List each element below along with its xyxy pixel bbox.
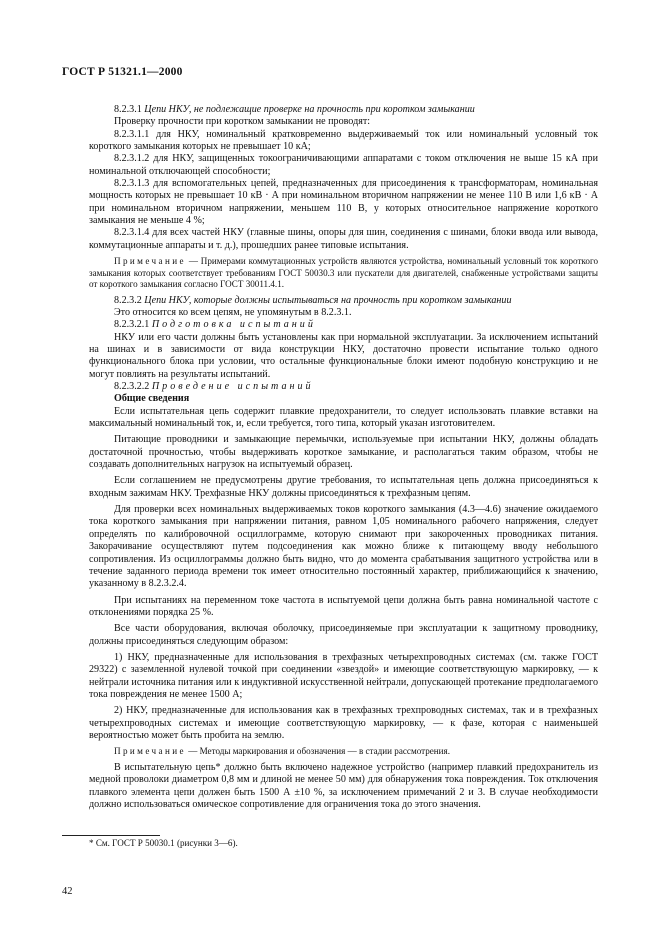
note-text: — Примерами коммутационных устройств являются устройства, номинальный условный ток короткого замыкания которых соответствует требованиям ГОСТ 50030.3 или пускатели для двигателей, снабженные устройствами защиты от короткого замыкания согласно ГОСТ 30011.4.1. (89, 256, 598, 290)
note-lead: Примечание (114, 746, 186, 757)
paragraph: Для проверки всех номинальных выдерживаемых токов короткого замыкания (4.3—4.6) значение ожидаемого тока короткого замыкания при напряжении питания, равном 1,05 номинального рабочего напряжения, следует определять по калибровочной осциллограмме, которую снимают при закороченных проводниках питания. Закорачивание осуществляют путем подсоединения как можно ближе к питающему вводу небольшого сопротивления. Из осциллограммы должно быть видно, что до момента срабатывания защитного устройства или в течение заданного периода времени ток имеет относительно постоянный характер, приближающийся к значению, указанному в 8.2.3.2.4. (89, 504, 598, 590)
general-heading: Общие сведения (114, 393, 190, 405)
paragraph: В испытательную цепь* должно быть включено надежное устройство (например плавкий предохранитель из медной проволоки диаметром 0,8 мм и длиной не менее 50 мм) для обнаружения тока повреждения. Ток отключения плавкого элемента цепи должен быть 1500 А ±10 %, за исключением примечаний 2 и 3. В случае необходимости должно использоваться омическое сопротивление для ограничения тока до этого значения. (89, 761, 598, 810)
footnote: * См. ГОСТ Р 50030.1 (рисунки 3—6). (89, 838, 238, 848)
section-8-2-3-2-2-heading (89, 381, 598, 393)
section-number: 8.2.3.2.1 (114, 319, 150, 331)
page-header: ГОСТ Р 51321.1—2000 (62, 66, 183, 78)
note-lead: Примечание (114, 256, 186, 267)
section-title: Подготовка испытаний (151, 319, 316, 331)
document-body (89, 100, 598, 811)
section-number: 8.2.3.1 (114, 104, 142, 115)
paragraph: 1) НКУ, предназначенные для использования в трехфазных четырехпроводных системах (см. также ГОСТ 29322) с заземленной нулевой точкой при соединении «звездой» и имеющие соответствующую маркировку, — к нейтрали источника питания или к индуктивной искусственной нейтрали, допускающей протекание предполагаемого тока повреждения не менее 1500 А; (89, 651, 598, 700)
section-number: 8.2.3.2 (114, 294, 142, 306)
paragraph: НКУ или его части должны быть установлены как при нормальной эксплуатации. За исключением испытаний на шинах и в зависимости от вида конструкции НКУ, достаточно провести испытание только одного функционального блока при условии, что остальные функциональные блоки имеют подобную конструкцию и не могут повлиять на результаты испытаний. (89, 331, 598, 380)
section-title: Цепи НКУ, которые должны испытываться на прочность при коротком замыкании (144, 294, 512, 306)
section-8-2-3-1-heading (89, 104, 598, 116)
paragraph: Если соглашением не предусмотрены другие требования, то испытательная цепь должна присоединяться к входным зажимам НКУ. Трехфазные НКУ должны присоединяться к трехфазным цепям. (89, 475, 598, 499)
footnote-divider (62, 835, 160, 836)
paragraph: При испытаниях на переменном токе частота в испытуемой цепи должна быть равна номинальной частоте с отклонениями порядка 25 %. (89, 594, 598, 618)
section-8-2-3-2-heading (89, 295, 598, 307)
paragraph: 8.2.3.1.1 для НКУ, номинальный кратковременно выдерживаемый ток или номинальный условный ток короткого замыкания которых не превышает 10 кА; (89, 128, 598, 153)
paragraph: 2) НКУ, предназначенные для использования как в трехфазных трехпроводных системах, так и в трехфазных четырехпроводных системах и имеющие соответствующую маркировку, — к фазе, которая с наименьшей вероятностью может быть пробита на землю. (89, 705, 598, 741)
page-number: 42 (62, 886, 73, 897)
note-1 (89, 256, 598, 291)
paragraph: Питающие проводники и замыкающие перемычки, используемые при испытании НКУ, должны обладать достаточной прочностью, чтобы выдерживать короткое замыкание, и располагаться таким образом, чтобы не создавать дополнительных нагрузок на испытуемый образец. (89, 434, 598, 471)
paragraph: Если испытательная цепь содержит плавкие предохранители, то следует использовать плавкие вставки на максимальный номинальный ток, и, если требуется, того типа, который указан изготовителем. (89, 405, 598, 430)
section-title: Цепи НКУ, не подлежащие проверке на прочность при коротком замыкании (144, 104, 475, 115)
paragraph: 8.2.3.1.2 для НКУ, защищенных токоограничивающими аппаратами с током отключения не выше 15 кА при номинальной отключающей способности; (89, 153, 598, 177)
section-8-2-3-2-1-heading (89, 319, 598, 331)
paragraph: Это относится ко всем цепям, не упомянутым в 8.2.3.1. (114, 306, 352, 318)
section-number: 8.2.3.2.2 (114, 381, 150, 393)
note-2 (89, 746, 598, 758)
paragraph: Все части оборудования, включая оболочку, присоединяемые при эксплуатации к защитному проводнику, должны присоединяться следующим образом: (89, 623, 598, 647)
paragraph: 8.2.3.1.3 для вспомогательных цепей, предназначенных для присоединения к трансформаторам, номинальная мощность которых не превышает 10 кВ · А при номинальном вторичном напряжении не менее 110 В или 1,6 кВ · А при номинальном вторичном напряжении, меньшем 110 В, у которых относительное напряжение короткого замыкания не меньше 4 %; (89, 178, 598, 227)
paragraph: Проверку прочности при коротком замыкании не проводят: (114, 116, 371, 128)
section-title: Проведение испытаний (151, 381, 314, 393)
note-text: — Методы маркирования и обозначения — в стадии рассмотрения. (188, 746, 451, 757)
paragraph: 8.2.3.1.4 для всех частей НКУ (главные шины, опоры для шин, соединения с шинами, блоки ввода или вывода, коммутационные аппараты и т. д.), прошедших ранее типовые испытания. (89, 227, 598, 251)
